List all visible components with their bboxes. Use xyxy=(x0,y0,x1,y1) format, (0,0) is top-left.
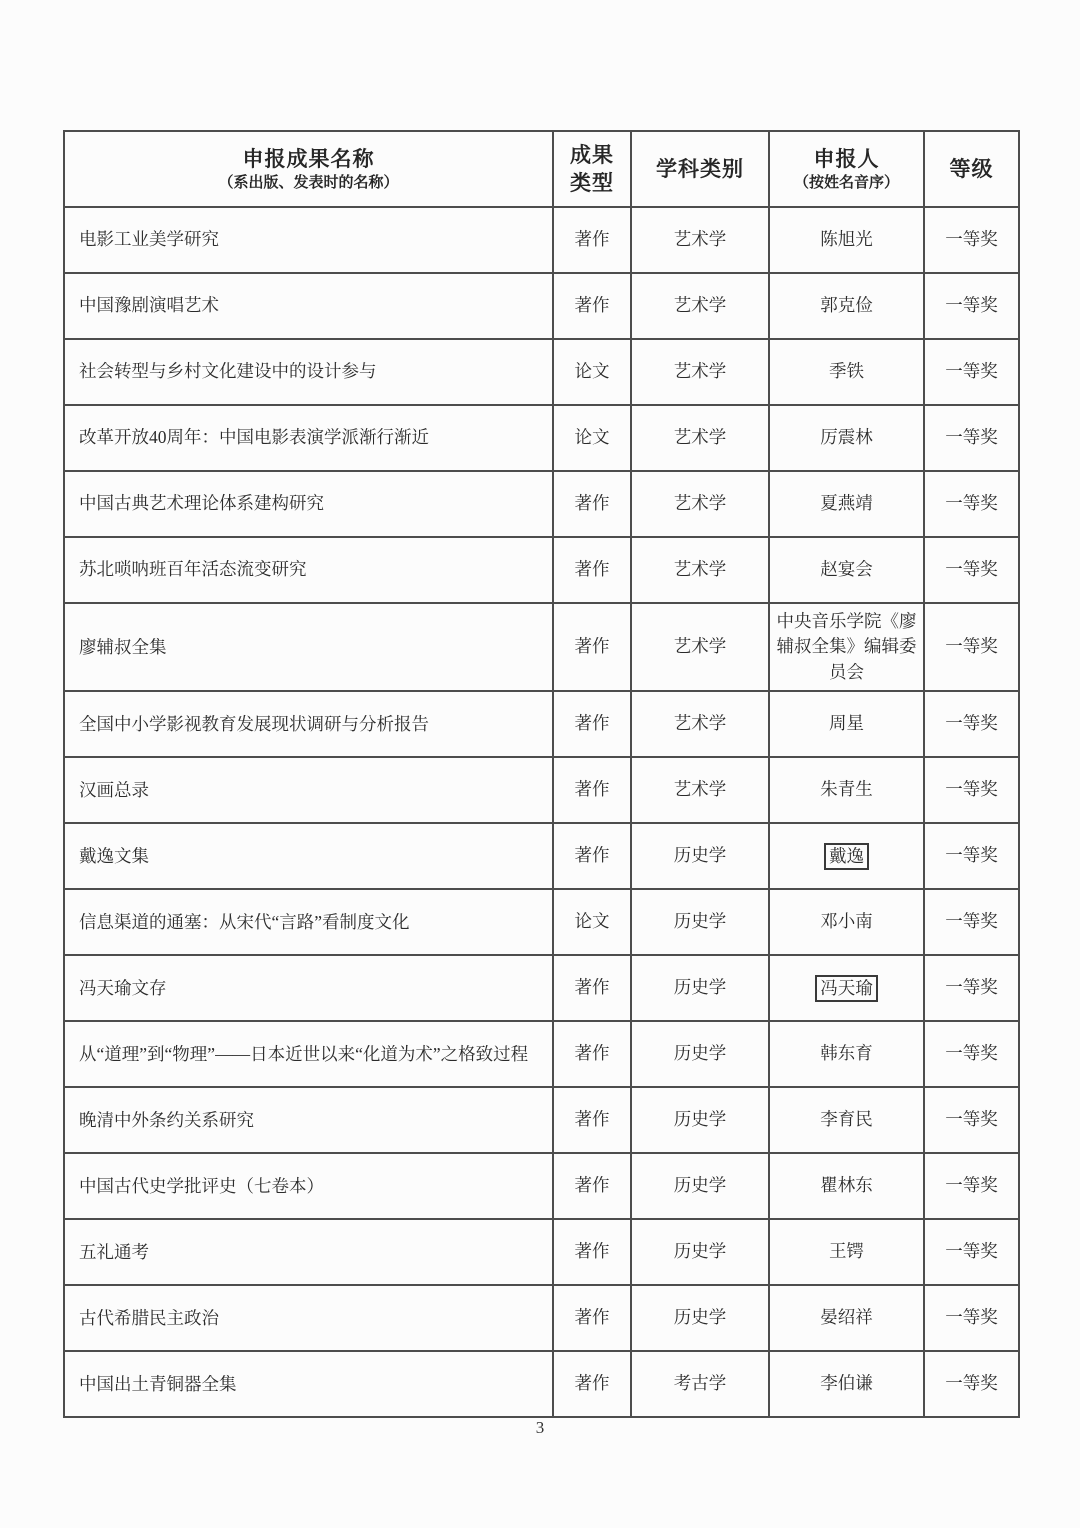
table-row xyxy=(64,471,1019,537)
header-title: 学科类别 xyxy=(656,156,744,181)
applicant-name: 季铁 xyxy=(829,361,864,382)
table-row xyxy=(64,207,1019,273)
discipline-cell: 艺术学 xyxy=(631,757,769,823)
header-subtitle: （按姓名音序） xyxy=(793,175,899,192)
achievement-type-cell: 著作 xyxy=(553,537,631,603)
applicant-name: 戴逸 xyxy=(824,843,869,870)
applicant-cell xyxy=(769,405,924,471)
header-subtitle: （系出版、发表时的名称） xyxy=(218,175,399,192)
applicant-name: 周星 xyxy=(829,713,864,734)
header-achievement-type xyxy=(553,131,631,207)
discipline-cell: 历史学 xyxy=(631,823,769,889)
table-row xyxy=(64,691,1019,757)
table-row xyxy=(64,1021,1019,1087)
applicant-name: 夏燕靖 xyxy=(820,493,873,514)
header-discipline xyxy=(631,131,769,207)
discipline-cell: 考古学 xyxy=(631,1351,769,1417)
grade-cell: 一等奖 xyxy=(924,207,1019,273)
applicant-cell xyxy=(769,757,924,823)
applicant-name: 李育民 xyxy=(820,1109,873,1130)
grade-cell: 一等奖 xyxy=(924,955,1019,1021)
table-row xyxy=(64,273,1019,339)
header-title: 成果 xyxy=(570,142,614,167)
achievement-type-cell: 著作 xyxy=(553,1021,631,1087)
header-achievement-name xyxy=(64,131,553,207)
achievement-name-cell: 苏北唢呐班百年活态流变研究 xyxy=(64,537,553,603)
header-grade xyxy=(924,131,1019,207)
discipline-cell: 艺术学 xyxy=(631,691,769,757)
applicant-name: 冯天瑜 xyxy=(815,975,878,1002)
applicant-name: 晏绍祥 xyxy=(820,1307,873,1328)
discipline-cell: 历史学 xyxy=(631,955,769,1021)
achievement-name-cell: 中国豫剧演唱艺术 xyxy=(64,273,553,339)
applicant-cell xyxy=(769,207,924,273)
applicant-name: 郭克俭 xyxy=(820,295,873,316)
applicant-name: 赵宴会 xyxy=(820,559,873,580)
grade-cell: 一等奖 xyxy=(924,273,1019,339)
table-row xyxy=(64,1285,1019,1351)
achievement-name-cell: 中国古代史学批评史（七卷本） xyxy=(64,1153,553,1219)
achievement-type-cell: 论文 xyxy=(553,889,631,955)
grade-cell: 一等奖 xyxy=(924,339,1019,405)
achievement-name-cell: 信息渠道的通塞：从宋代“言路”看制度文化 xyxy=(64,889,553,955)
achievement-type-cell: 论文 xyxy=(553,405,631,471)
grade-cell: 一等奖 xyxy=(924,1021,1019,1087)
applicant-cell xyxy=(769,1219,924,1285)
applicant-cell xyxy=(769,1087,924,1153)
header-title: 类型 xyxy=(570,171,614,195)
table-row xyxy=(64,603,1019,691)
applicant-cell xyxy=(769,1153,924,1219)
table-row xyxy=(64,537,1019,603)
achievement-type-cell: 著作 xyxy=(553,955,631,1021)
applicant-cell xyxy=(769,339,924,405)
table-header-row xyxy=(64,131,1019,207)
applicant-cell xyxy=(769,955,924,1021)
table-row xyxy=(64,823,1019,889)
achievement-type-cell: 著作 xyxy=(553,1285,631,1351)
applicant-name: 朱青生 xyxy=(820,779,873,800)
discipline-cell: 艺术学 xyxy=(631,471,769,537)
discipline-cell: 历史学 xyxy=(631,1219,769,1285)
grade-cell: 一等奖 xyxy=(924,603,1019,691)
achievement-type-cell: 论文 xyxy=(553,339,631,405)
grade-cell: 一等奖 xyxy=(924,537,1019,603)
achievement-name-cell: 汉画总录 xyxy=(64,757,553,823)
discipline-cell: 历史学 xyxy=(631,1021,769,1087)
achievement-type-cell: 著作 xyxy=(553,823,631,889)
achievement-name-cell: 廖辅叔全集 xyxy=(64,603,553,691)
achievement-type-cell: 著作 xyxy=(553,1351,631,1417)
grade-cell: 一等奖 xyxy=(924,1351,1019,1417)
achievement-type-cell: 著作 xyxy=(553,207,631,273)
applicant-cell xyxy=(769,1285,924,1351)
achievement-name-cell: 社会转型与乡村文化建设中的设计参与 xyxy=(64,339,553,405)
discipline-cell: 艺术学 xyxy=(631,207,769,273)
table-row xyxy=(64,1219,1019,1285)
grade-cell: 一等奖 xyxy=(924,757,1019,823)
achievement-name-cell: 古代希腊民主政治 xyxy=(64,1285,553,1351)
header-title: 申报人 xyxy=(813,146,880,171)
grade-cell: 一等奖 xyxy=(924,1285,1019,1351)
header-title: 等级 xyxy=(949,156,994,181)
grade-cell: 一等奖 xyxy=(924,1087,1019,1153)
applicant-cell xyxy=(769,1021,924,1087)
applicant-name: 王锷 xyxy=(829,1241,864,1262)
achievement-name-cell: 中国出土青铜器全集 xyxy=(64,1351,553,1417)
grade-cell: 一等奖 xyxy=(924,691,1019,757)
applicant-cell xyxy=(769,823,924,889)
achievement-type-cell: 著作 xyxy=(553,471,631,537)
achievement-name-cell: 五礼通考 xyxy=(64,1219,553,1285)
discipline-cell: 艺术学 xyxy=(631,537,769,603)
achievement-name-cell: 中国古典艺术理论体系建构研究 xyxy=(64,471,553,537)
table-row xyxy=(64,757,1019,823)
grade-cell: 一等奖 xyxy=(924,1219,1019,1285)
table-row xyxy=(64,955,1019,1021)
applicant-name: 厉震林 xyxy=(820,427,873,448)
table-row xyxy=(64,1153,1019,1219)
grade-cell: 一等奖 xyxy=(924,823,1019,889)
achievement-type-cell: 著作 xyxy=(553,273,631,339)
discipline-cell: 艺术学 xyxy=(631,273,769,339)
applicant-name: 陈旭光 xyxy=(820,229,873,250)
applicant-cell xyxy=(769,537,924,603)
achievement-name-cell: 冯天瑜文存 xyxy=(64,955,553,1021)
achievement-name-cell: 从“道理”到“物理”——日本近世以来“化道为术”之格致过程 xyxy=(64,1021,553,1087)
discipline-cell: 艺术学 xyxy=(631,339,769,405)
discipline-cell: 艺术学 xyxy=(631,405,769,471)
table-row xyxy=(64,405,1019,471)
achievement-name-cell: 全国中小学影视教育发展现状调研与分析报告 xyxy=(64,691,553,757)
discipline-cell: 艺术学 xyxy=(631,603,769,691)
applicant-cell xyxy=(769,603,924,691)
discipline-cell: 历史学 xyxy=(631,889,769,955)
achievement-name-cell: 电影工业美学研究 xyxy=(64,207,553,273)
grade-cell: 一等奖 xyxy=(924,471,1019,537)
grade-cell: 一等奖 xyxy=(924,889,1019,955)
table-row xyxy=(64,1351,1019,1417)
grade-cell: 一等奖 xyxy=(924,405,1019,471)
achievement-type-cell: 著作 xyxy=(553,1087,631,1153)
applicant-cell xyxy=(769,273,924,339)
achievement-type-cell: 著作 xyxy=(553,757,631,823)
table-body xyxy=(64,207,1019,1417)
header-applicant xyxy=(769,131,924,207)
table-row xyxy=(64,339,1019,405)
applicant-name: 瞿林东 xyxy=(820,1175,873,1196)
awards-table xyxy=(63,130,1020,1418)
achievement-name-cell: 晚清中外条约关系研究 xyxy=(64,1087,553,1153)
applicant-name: 中央音乐学院《廖辅叔全集》编辑委员会 xyxy=(776,611,917,682)
discipline-cell: 历史学 xyxy=(631,1087,769,1153)
applicant-name: 李伯谦 xyxy=(820,1373,873,1394)
achievement-type-cell: 著作 xyxy=(553,1153,631,1219)
discipline-cell: 历史学 xyxy=(631,1285,769,1351)
achievement-type-cell: 著作 xyxy=(553,1219,631,1285)
achievement-type-cell: 著作 xyxy=(553,603,631,691)
achievement-name-cell: 戴逸文集 xyxy=(64,823,553,889)
page-number: 3 xyxy=(535,1418,545,1437)
table-row xyxy=(64,889,1019,955)
achievement-name-cell: 改革开放40周年：中国电影表演学派渐行渐近 xyxy=(64,405,553,471)
table-row xyxy=(64,1087,1019,1153)
applicant-cell xyxy=(769,889,924,955)
applicant-name: 邓小南 xyxy=(820,911,873,932)
header-title: 申报成果名称 xyxy=(242,146,375,171)
applicant-cell xyxy=(769,691,924,757)
grade-cell: 一等奖 xyxy=(924,1153,1019,1219)
applicant-cell xyxy=(769,471,924,537)
applicant-cell xyxy=(769,1351,924,1417)
achievement-type-cell: 著作 xyxy=(553,691,631,757)
discipline-cell: 历史学 xyxy=(631,1153,769,1219)
applicant-name: 韩东育 xyxy=(820,1043,873,1064)
